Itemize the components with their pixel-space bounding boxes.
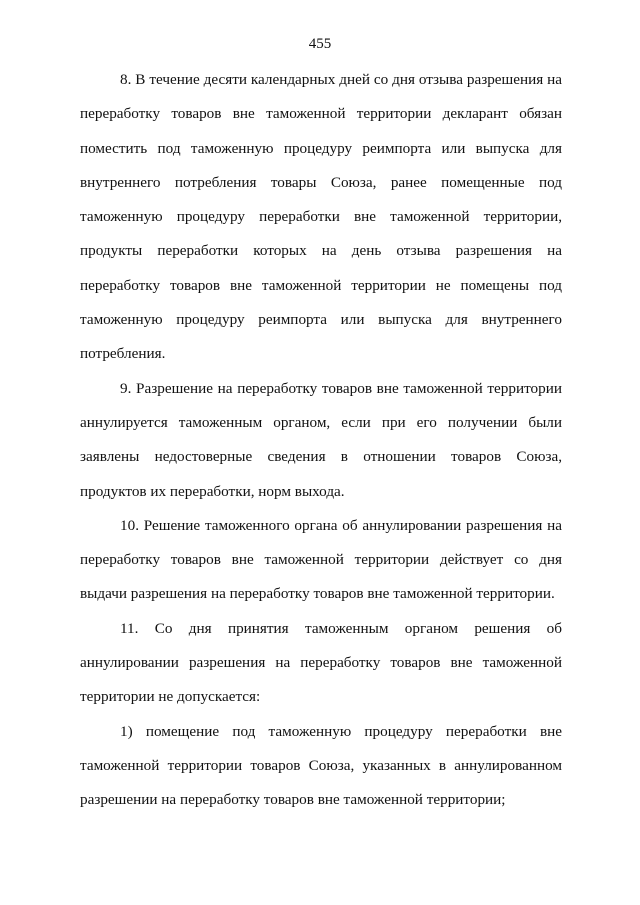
document-body xyxy=(80,63,562,818)
paragraph-8: 8. В течение десяти календарных дней со дня отзыва разрешения на переработку товаров вне таможенной территории декларант обязан поместить под таможенную процедуру реимпорта или выпуска для внутреннего потребления товары Союза, ранее помещенные под таможенную процедуру переработки вне таможенной территории, продукты переработки которых на день отзыва разрешения на переработку товаров вне таможенной территории не помещены под таможенную процедуру реимпорта или выпуска для внутреннего потребления. xyxy=(80,71,562,363)
paragraph-9: 9. Разрешение на переработку товаров вне таможенной территории аннулируется таможенным органом, если при его получении были заявлены недостоверные сведения в отношении товаров Союза, продуктов их переработки, норм выхода. xyxy=(80,379,562,500)
paragraph-11: 11. Со дня принятия таможенным органом решения об аннулировании разрешения на переработку товаров вне таможенной территории не допускается: xyxy=(80,619,562,706)
paragraph-10: 10. Решение таможенного органа об аннулировании разрешения на переработку товаров вне таможенной территории действует со дня выдачи разрешения на переработку товаров вне таможенной территории. xyxy=(80,516,562,603)
paragraph-11-item-1: 1) помещение под таможенную процедуру переработки вне таможенной территории товаров Союза, указанных в аннулированном разрешении на переработку товаров вне таможенной территории; xyxy=(80,722,562,809)
page-number: 455 xyxy=(308,36,332,52)
